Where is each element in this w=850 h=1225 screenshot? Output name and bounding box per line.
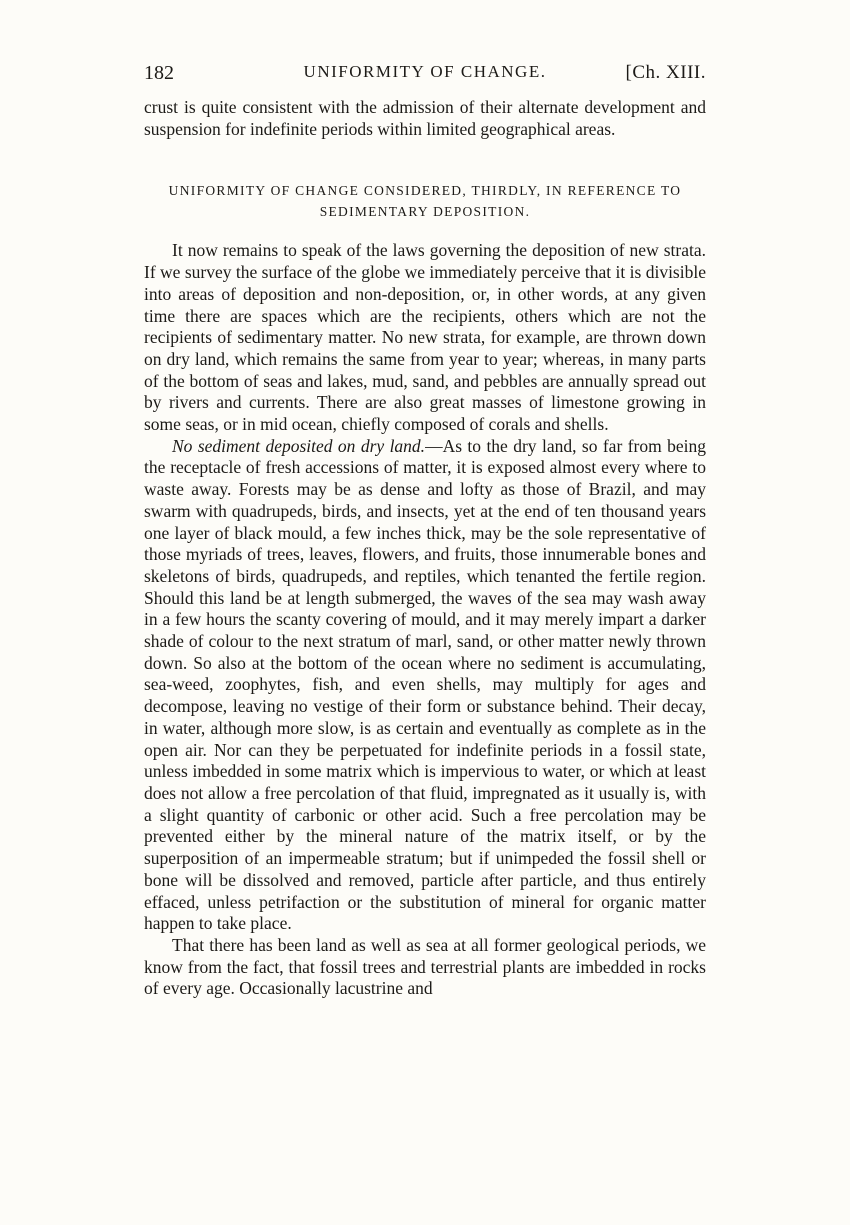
continuation-paragraph: crust is quite consistent with the admission of their alternate development and suspension for indefinite periods within limited geographical areas. xyxy=(144,97,706,139)
running-title: UNIFORMITY OF CHANGE. xyxy=(303,62,547,81)
paragraph-land-and-sea: That there has been land as well as sea at all former geological periods, we know from the fact, that fossil trees and terrestrial plants are imbedded in rocks of every age. Occasionally lacustrine and xyxy=(144,934,706,999)
paragraph-deposition-laws: It now remains to speak of the laws governing the deposition of new strata. If we survey the surface of the globe we immediately perceive that it is divisible into areas of deposition and non-deposition, or, in other words, at any given time there are spaces which are the recipients, others which are not the recipients of sedimentary matter. No new strata, for example, are thrown down on dry land, which remains the same from year to year; whereas, in many parts of the bottom of seas and lakes, mud, sand, and pebbles are annually spread out by rivers and currents. There are also great masses of limestone growing in some seas, or in mid ocean, chiefly composed of corals and shells. xyxy=(144,240,706,435)
paragraph-dry-land-text: —As to the dry land, so far from being the receptacle of fresh accessions of matter, it is exposed almost every where to waste away. Forests may be as dense and lofty as those of Brazil, and may swarm with quadrupeds, birds, and insects, yet at the end of ten thousand years one layer of black mould, a few inches thick, may be the sole representative of those myriads of trees, leaves, flowers, and fruits, those innumerable bones and skeletons of birds, quadrupeds, and reptiles, which tenanted the fertile region. Should this land be at length submerged, the waves of the sea may wash away in a few hours the scanty covering of mould, and it may merely impart a darker shade of colour to the next stratum of marl, sand, or other matter newly thrown down. So also at the bottom of the ocean where no sediment is accumulating, sea-weed, zoophytes, fish, and even shells, may multiply for ages and decompose, leaving no vestige of their form or substance behind. Their decay, in water, although more slow, is as certain and eventually as complete as in the open air. Nor can they be perpetuated for indefinite periods in a fossil state, unless imbedded in some matrix which is impervious to water, or which at least does not allow a free percolation of that fluid, impregnated as it usually is, with a slight quantity of carbonic or other acid. Such a free percolation may be prevented either by the mineral nature of the matrix itself, or by the superposition of an impermeable stratum; but if unimpeded the fossil shell or bone will be dissolved and removed, particle after particle, and thus entirely effaced, unless petrifaction or the substitution of mineral for organic matter happen to take place. xyxy=(144,435,706,934)
paragraph-dry-land xyxy=(144,436,706,935)
page-number: 182 xyxy=(144,62,174,84)
chapter-reference: [Ch. XIII. xyxy=(625,62,706,83)
section-heading-line-2: SEDIMENTARY DEPOSITION. xyxy=(319,204,531,220)
body-text xyxy=(144,97,706,1000)
section-heading-line-1: UNIFORMITY OF CHANGE CONSIDERED, THIRDLY, IN REFERENCE TO xyxy=(168,183,682,199)
section-heading xyxy=(144,180,706,222)
run-in-title: No sediment deposited on dry land. xyxy=(172,435,426,456)
running-header xyxy=(144,62,706,88)
